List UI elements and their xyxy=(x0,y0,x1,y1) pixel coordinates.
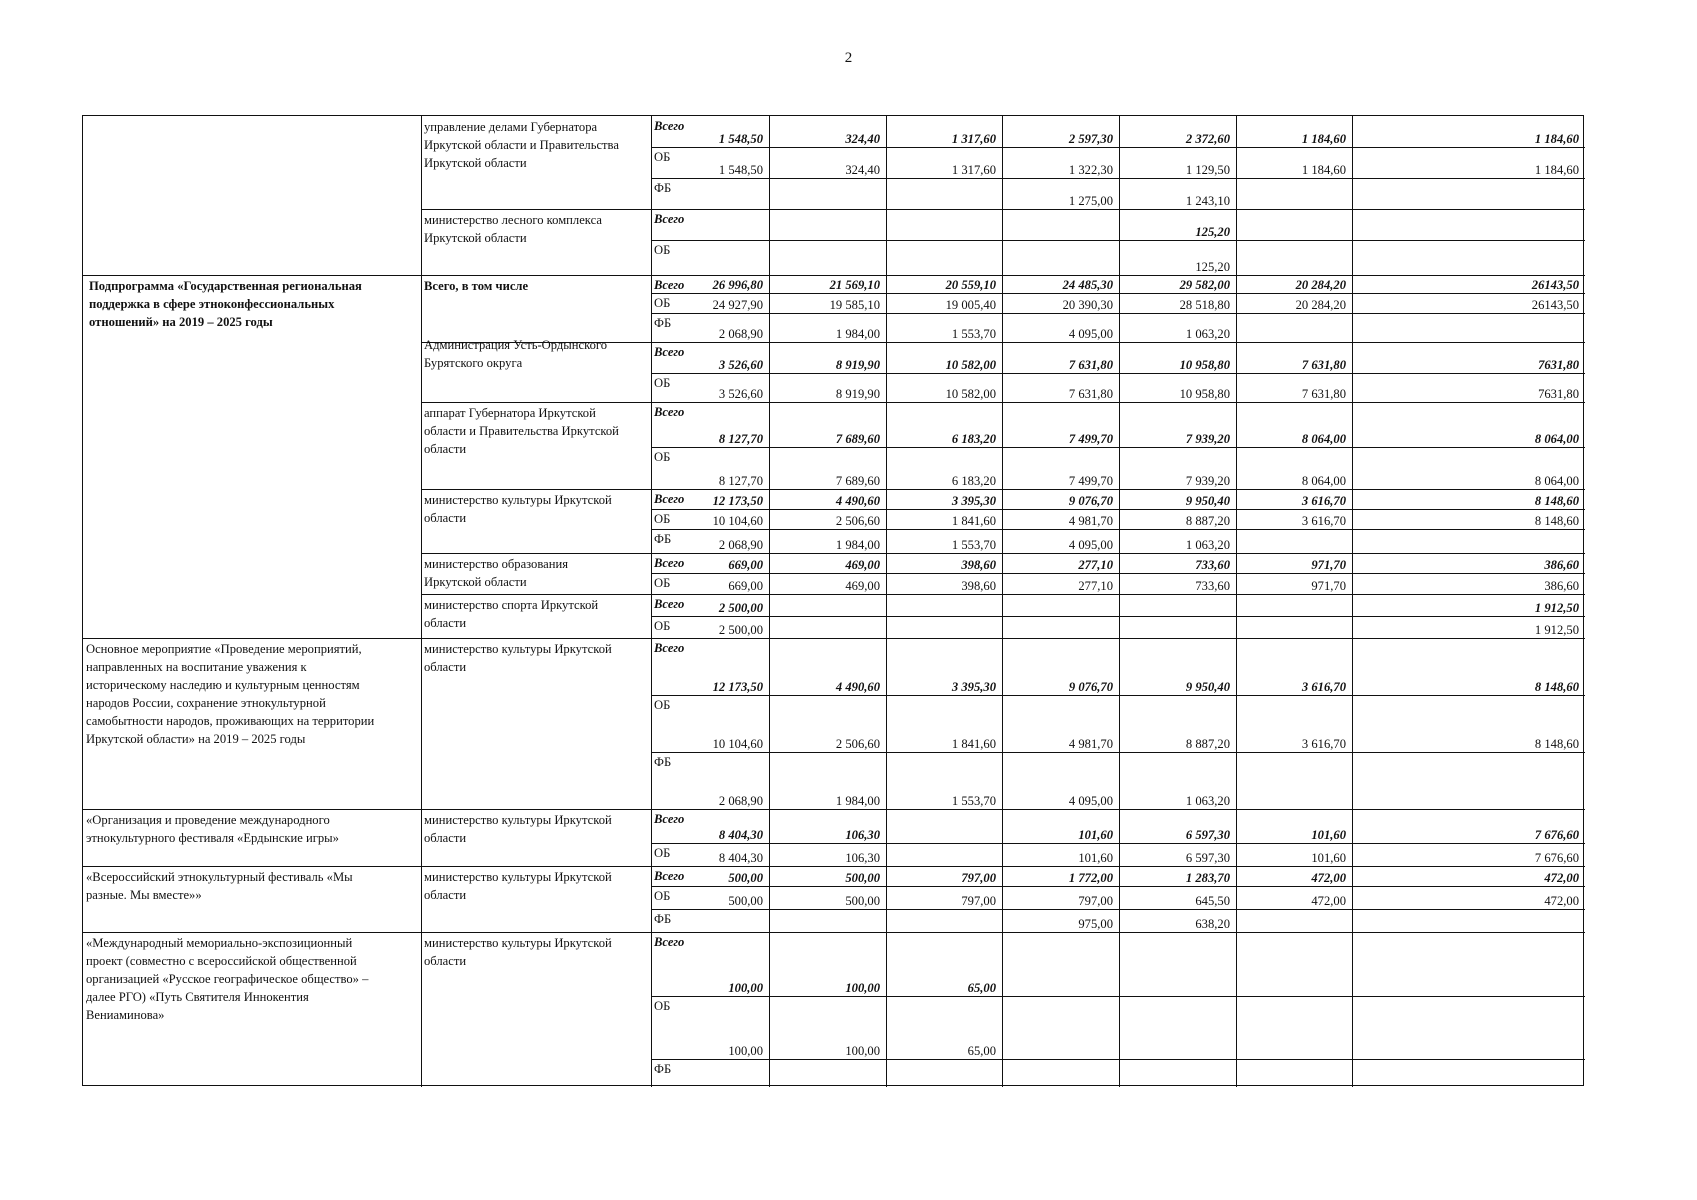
activity-title: самобытности народов, проживающих на территории xyxy=(86,714,375,728)
amount-cell: 2 068,90 xyxy=(718,794,763,808)
amount-cell: 500,00 xyxy=(728,871,763,885)
amount-cell: 797,00 xyxy=(1078,894,1113,908)
amount-cell: 65,00 xyxy=(967,1044,996,1058)
amount-cell: 9 950,40 xyxy=(1185,680,1230,694)
amount-cell: 2 068,90 xyxy=(718,327,763,341)
amount-cell: 29 582,00 xyxy=(1179,278,1230,292)
executor-label: министерство культуры Иркутской xyxy=(424,936,612,950)
amount-cell: 7 939,20 xyxy=(1185,432,1230,446)
amount-cell: 669,00 xyxy=(728,579,763,593)
row-divider xyxy=(83,638,1585,639)
funding-source-label: ФБ xyxy=(654,755,672,769)
amount-cell: 500,00 xyxy=(845,871,880,885)
funding-source-label: ОБ xyxy=(654,512,671,526)
amount-cell: 101,60 xyxy=(1311,851,1346,865)
amount-cell: 2 372,60 xyxy=(1185,132,1230,146)
amount-cell: 1 548,50 xyxy=(718,132,763,146)
amount-cell: 4 490,60 xyxy=(835,494,880,508)
row-divider xyxy=(651,373,1585,374)
row-divider xyxy=(651,573,1585,574)
column-divider xyxy=(769,116,770,1087)
column-divider xyxy=(421,116,422,1087)
amount-cell: 101,60 xyxy=(1078,828,1113,842)
amount-cell: 19 585,10 xyxy=(829,298,880,312)
row-divider xyxy=(651,695,1585,696)
activity-title: проект (совместно с всероссийской общественной xyxy=(86,954,357,968)
activity-title: направленных на воспитание уважения к xyxy=(86,660,307,674)
amount-cell: 797,00 xyxy=(961,871,996,885)
row-divider xyxy=(83,809,1585,810)
subprogram-title: поддержка в сфере этноконфессиональных xyxy=(89,297,335,311)
amount-cell: 3 395,30 xyxy=(951,494,996,508)
amount-cell: 8 404,30 xyxy=(718,828,763,842)
amount-cell: 3 395,30 xyxy=(951,680,996,694)
executor-label: области xyxy=(424,888,467,902)
amount-cell: 106,30 xyxy=(845,828,880,842)
amount-cell: 20 284,20 xyxy=(1295,298,1346,312)
amount-cell: 1 772,00 xyxy=(1068,871,1113,885)
amount-cell: 9 076,70 xyxy=(1068,680,1113,694)
row-divider xyxy=(651,509,1585,510)
amount-cell: 472,00 xyxy=(1311,894,1346,908)
amount-cell: 398,60 xyxy=(961,558,996,572)
amount-cell: 1 553,70 xyxy=(951,538,996,552)
executor-label: управление делами Губернатора xyxy=(424,120,598,134)
activity-title: народов России, сохранение этнокультурной xyxy=(86,696,326,710)
amount-cell: 3 526,60 xyxy=(718,358,763,372)
amount-cell: 971,70 xyxy=(1311,579,1346,593)
amount-cell: 101,60 xyxy=(1078,851,1113,865)
amount-cell: 10 104,60 xyxy=(712,737,763,751)
amount-cell: 733,60 xyxy=(1195,558,1230,572)
amount-cell: 26143,50 xyxy=(1531,278,1579,292)
activity-title: Основное мероприятие «Проведение мероприятий, xyxy=(86,642,362,656)
activity-title: «Международный мемориально-экспозиционный xyxy=(86,936,353,950)
amount-cell: 1 184,60 xyxy=(1301,163,1346,177)
amount-cell: 100,00 xyxy=(728,981,763,995)
amount-cell: 1 548,50 xyxy=(718,163,763,177)
amount-cell: 7631,80 xyxy=(1538,387,1579,401)
funding-source-label: ОБ xyxy=(654,150,671,164)
amount-cell: 500,00 xyxy=(845,894,880,908)
row-divider xyxy=(651,1059,1585,1060)
row-divider xyxy=(83,275,1585,276)
amount-cell: 8 064,00 xyxy=(1534,474,1579,488)
amount-cell: 2 500,00 xyxy=(718,623,763,637)
activity-title: организацией «Русское географическое общество» – xyxy=(86,972,369,986)
executor-label: Иркутской области и Правительства xyxy=(424,138,619,152)
executor-label: министерство культуры Иркутской xyxy=(424,870,612,884)
row-divider xyxy=(651,147,1585,148)
amount-cell: 7 499,70 xyxy=(1068,432,1113,446)
amount-cell: 7 689,60 xyxy=(835,432,880,446)
amount-cell: 4 095,00 xyxy=(1068,327,1113,341)
activity-title: этнокультурного фестиваля «Ердынские игры» xyxy=(86,831,339,845)
amount-cell: 1 912,50 xyxy=(1534,623,1579,637)
amount-cell: 1 317,60 xyxy=(951,132,996,146)
amount-cell: 2 068,90 xyxy=(718,538,763,552)
funding-source-label: ОБ xyxy=(654,376,671,390)
amount-cell: 4 981,70 xyxy=(1068,737,1113,751)
amount-cell: 12 173,50 xyxy=(712,494,763,508)
amount-cell: 8 148,60 xyxy=(1534,494,1579,508)
amount-cell: 386,60 xyxy=(1544,579,1579,593)
executor-label: Администрация Усть-Ордынского xyxy=(424,338,608,352)
funding-source-label: ОБ xyxy=(654,576,671,590)
funding-source-label: Всего xyxy=(654,119,685,133)
row-divider xyxy=(651,240,1585,241)
row-divider xyxy=(83,866,1585,867)
amount-cell: 7 499,70 xyxy=(1068,474,1113,488)
funding-source-label: Всего xyxy=(654,345,685,359)
executor-label: области xyxy=(424,511,467,525)
funding-source-label: Всего xyxy=(654,278,685,292)
amount-cell: 1 184,60 xyxy=(1534,132,1579,146)
amount-cell: 1 984,00 xyxy=(835,327,880,341)
executor-label: области xyxy=(424,442,467,456)
column-divider xyxy=(1236,116,1237,1087)
amount-cell: 7 676,60 xyxy=(1534,828,1579,842)
funding-source-label: ОБ xyxy=(654,296,671,310)
amount-cell: 1 553,70 xyxy=(951,327,996,341)
row-divider xyxy=(651,616,1585,617)
amount-cell: 8 064,00 xyxy=(1534,432,1579,446)
row-divider xyxy=(651,293,1585,294)
amount-cell: 26 996,80 xyxy=(712,278,763,292)
amount-cell: 797,00 xyxy=(961,894,996,908)
amount-cell: 8 064,00 xyxy=(1301,474,1346,488)
amount-cell: 1 275,00 xyxy=(1068,194,1113,208)
executor-total-label: Всего, в том числе xyxy=(424,279,529,293)
column-divider xyxy=(886,116,887,1087)
amount-cell: 1 841,60 xyxy=(951,737,996,751)
amount-cell: 1 283,70 xyxy=(1185,871,1230,885)
amount-cell: 1 129,50 xyxy=(1185,163,1230,177)
amount-cell: 7 631,80 xyxy=(1301,387,1346,401)
funding-source-label: ОБ xyxy=(654,698,671,712)
amount-cell: 1 912,50 xyxy=(1534,601,1579,615)
subprogram-title: отношений» на 2019 – 2025 годы xyxy=(89,315,273,329)
row-divider xyxy=(651,909,1585,910)
row-divider xyxy=(83,932,1585,933)
activity-title: историческому наследию и культурным ценностям xyxy=(86,678,360,692)
amount-cell: 1 063,20 xyxy=(1185,794,1230,808)
amount-cell: 3 616,70 xyxy=(1301,737,1346,751)
amount-cell: 3 616,70 xyxy=(1301,680,1346,694)
executor-label: области xyxy=(424,831,467,845)
row-divider xyxy=(421,553,1585,554)
activity-title: Вениаминова» xyxy=(86,1008,165,1022)
subprogram-title: Подпрограмма «Государственная региональная xyxy=(89,279,362,293)
amount-cell: 3 616,70 xyxy=(1301,494,1346,508)
amount-cell: 100,00 xyxy=(845,981,880,995)
amount-cell: 125,20 xyxy=(1195,260,1230,274)
funding-source-label: Всего xyxy=(654,597,685,611)
activity-title: Иркутской области» на 2019 – 2025 годы xyxy=(86,732,306,746)
amount-cell: 7631,80 xyxy=(1538,358,1579,372)
amount-cell: 9 076,70 xyxy=(1068,494,1113,508)
funding-source-label: ФБ xyxy=(654,181,672,195)
amount-cell: 20 559,10 xyxy=(945,278,996,292)
amount-cell: 4 095,00 xyxy=(1068,538,1113,552)
activity-title: далее РГО) «Путь Святителя Иннокентия xyxy=(86,990,309,1004)
amount-cell: 472,00 xyxy=(1544,894,1579,908)
executor-label: области и Правительства Иркутской xyxy=(424,424,619,438)
amount-cell: 1 317,60 xyxy=(951,163,996,177)
executor-label: области xyxy=(424,616,467,630)
amount-cell: 472,00 xyxy=(1544,871,1579,885)
funding-source-label: ОБ xyxy=(654,846,671,860)
funding-source-label: ОБ xyxy=(654,889,671,903)
amount-cell: 12 173,50 xyxy=(712,680,763,694)
activity-title: «Организация и проведение международного xyxy=(86,813,330,827)
amount-cell: 8 919,90 xyxy=(835,387,880,401)
amount-cell: 3 616,70 xyxy=(1301,514,1346,528)
funding-source-label: ОБ xyxy=(654,999,671,1013)
amount-cell: 21 569,10 xyxy=(829,278,880,292)
executor-label: министерство лесного комплекса xyxy=(424,213,602,227)
amount-cell: 100,00 xyxy=(845,1044,880,1058)
column-divider xyxy=(1002,116,1003,1087)
executor-label: министерство спорта Иркутской xyxy=(424,598,599,612)
amount-cell: 8 148,60 xyxy=(1534,514,1579,528)
amount-cell: 19 005,40 xyxy=(945,298,996,312)
budget-table xyxy=(82,115,1584,1086)
funding-source-label: ФБ xyxy=(654,912,672,926)
funding-source-label: ФБ xyxy=(654,1062,672,1076)
amount-cell: 469,00 xyxy=(845,558,880,572)
row-divider xyxy=(651,447,1585,448)
executor-label: области xyxy=(424,660,467,674)
amount-cell: 4 095,00 xyxy=(1068,794,1113,808)
executor-label: министерство образования xyxy=(424,557,568,571)
amount-cell: 971,70 xyxy=(1311,558,1346,572)
amount-cell: 24 485,30 xyxy=(1062,278,1113,292)
row-divider xyxy=(421,402,1585,403)
amount-cell: 2 506,60 xyxy=(835,514,880,528)
row-divider xyxy=(651,752,1585,753)
amount-cell: 7 631,80 xyxy=(1068,387,1113,401)
row-divider xyxy=(651,313,1585,314)
executor-label: Иркутской области xyxy=(424,575,527,589)
row-divider xyxy=(421,209,1585,210)
amount-cell: 8 404,30 xyxy=(718,851,763,865)
executor-label: Иркутской области xyxy=(424,156,527,170)
funding-source-label: Всего xyxy=(654,212,685,226)
amount-cell: 469,00 xyxy=(845,579,880,593)
amount-cell: 8 919,90 xyxy=(835,358,880,372)
amount-cell: 8 127,70 xyxy=(718,432,763,446)
amount-cell: 324,40 xyxy=(845,163,880,177)
amount-cell: 6 183,20 xyxy=(951,474,996,488)
activity-title: «Всероссийский этнокультурный фестиваль «Мы xyxy=(86,870,353,884)
amount-cell: 10 104,60 xyxy=(712,514,763,528)
amount-cell: 1 553,70 xyxy=(951,794,996,808)
amount-cell: 1 063,20 xyxy=(1185,327,1230,341)
amount-cell: 1 063,20 xyxy=(1185,538,1230,552)
page-number: 2 xyxy=(844,50,853,66)
row-divider xyxy=(651,996,1585,997)
amount-cell: 28 518,80 xyxy=(1179,298,1230,312)
funding-source-label: Всего xyxy=(654,935,685,949)
executor-label: Бурятского округа xyxy=(424,356,523,370)
funding-source-label: Всего xyxy=(654,812,685,826)
amount-cell: 20 284,20 xyxy=(1295,278,1346,292)
amount-cell: 4 981,70 xyxy=(1068,514,1113,528)
funding-source-label: ОБ xyxy=(654,243,671,257)
amount-cell: 7 631,80 xyxy=(1068,358,1113,372)
amount-cell: 100,00 xyxy=(728,1044,763,1058)
row-divider xyxy=(421,594,1585,595)
funding-source-label: Всего xyxy=(654,492,685,506)
amount-cell: 398,60 xyxy=(961,579,996,593)
amount-cell: 6 597,30 xyxy=(1185,851,1230,865)
amount-cell: 10 582,00 xyxy=(945,387,996,401)
amount-cell: 8 127,70 xyxy=(718,474,763,488)
amount-cell: 386,60 xyxy=(1544,558,1579,572)
amount-cell: 1 841,60 xyxy=(951,514,996,528)
funding-source-label: Всего xyxy=(654,641,685,655)
amount-cell: 6 183,20 xyxy=(951,432,996,446)
amount-cell: 7 689,60 xyxy=(835,474,880,488)
row-divider xyxy=(651,886,1585,887)
amount-cell: 1 322,30 xyxy=(1068,163,1113,177)
funding-source-label: Всего xyxy=(654,405,685,419)
amount-cell: 4 490,60 xyxy=(835,680,880,694)
amount-cell: 1 184,60 xyxy=(1301,132,1346,146)
amount-cell: 2 500,00 xyxy=(718,601,763,615)
row-divider xyxy=(421,489,1585,490)
row-divider xyxy=(651,529,1585,530)
row-divider xyxy=(651,843,1585,844)
amount-cell: 106,30 xyxy=(845,851,880,865)
funding-source-label: Всего xyxy=(654,869,685,883)
executor-label: Иркутской области xyxy=(424,231,527,245)
amount-cell: 1 984,00 xyxy=(835,794,880,808)
amount-cell: 6 597,30 xyxy=(1185,828,1230,842)
executor-label: министерство культуры Иркутской xyxy=(424,642,612,656)
amount-cell: 1 984,00 xyxy=(835,538,880,552)
amount-cell: 10 958,80 xyxy=(1179,387,1230,401)
amount-cell: 7 939,20 xyxy=(1185,474,1230,488)
executor-label: министерство культуры Иркутской xyxy=(424,813,612,827)
amount-cell: 2 597,30 xyxy=(1068,132,1113,146)
amount-cell: 1 243,10 xyxy=(1185,194,1230,208)
executor-label: министерство культуры Иркутской xyxy=(424,493,612,507)
amount-cell: 733,60 xyxy=(1195,579,1230,593)
amount-cell: 638,20 xyxy=(1195,917,1230,931)
amount-cell: 20 390,30 xyxy=(1062,298,1113,312)
amount-cell: 3 526,60 xyxy=(718,387,763,401)
amount-cell: 1 184,60 xyxy=(1534,163,1579,177)
executor-label: области xyxy=(424,954,467,968)
funding-source-label: ОБ xyxy=(654,450,671,464)
amount-cell: 8 887,20 xyxy=(1185,514,1230,528)
funding-source-label: ФБ xyxy=(654,532,672,546)
amount-cell: 2 506,60 xyxy=(835,737,880,751)
amount-cell: 7 631,80 xyxy=(1301,358,1346,372)
funding-source-label: ФБ xyxy=(654,316,672,330)
amount-cell: 8 887,20 xyxy=(1185,737,1230,751)
amount-cell: 975,00 xyxy=(1078,917,1113,931)
amount-cell: 65,00 xyxy=(967,981,996,995)
activity-title: разные. Мы вместе»» xyxy=(86,888,202,902)
amount-cell: 500,00 xyxy=(728,894,763,908)
executor-label: аппарат Губернатора Иркутской xyxy=(424,406,596,420)
amount-cell: 669,00 xyxy=(728,558,763,572)
amount-cell: 472,00 xyxy=(1311,871,1346,885)
amount-cell: 125,20 xyxy=(1195,225,1230,239)
amount-cell: 10 582,00 xyxy=(945,358,996,372)
row-divider xyxy=(651,178,1585,179)
amount-cell: 9 950,40 xyxy=(1185,494,1230,508)
amount-cell: 24 927,90 xyxy=(712,298,763,312)
funding-source-label: ОБ xyxy=(654,619,671,633)
funding-source-label: Всего xyxy=(654,556,685,570)
amount-cell: 26143,50 xyxy=(1531,298,1579,312)
amount-cell: 324,40 xyxy=(845,132,880,146)
amount-cell: 645,50 xyxy=(1195,894,1230,908)
amount-cell: 277,10 xyxy=(1078,579,1113,593)
amount-cell: 8 064,00 xyxy=(1301,432,1346,446)
amount-cell: 277,10 xyxy=(1078,558,1113,572)
amount-cell: 8 148,60 xyxy=(1534,680,1579,694)
amount-cell: 101,60 xyxy=(1311,828,1346,842)
amount-cell: 8 148,60 xyxy=(1534,737,1579,751)
amount-cell: 7 676,60 xyxy=(1534,851,1579,865)
amount-cell: 10 958,80 xyxy=(1179,358,1230,372)
